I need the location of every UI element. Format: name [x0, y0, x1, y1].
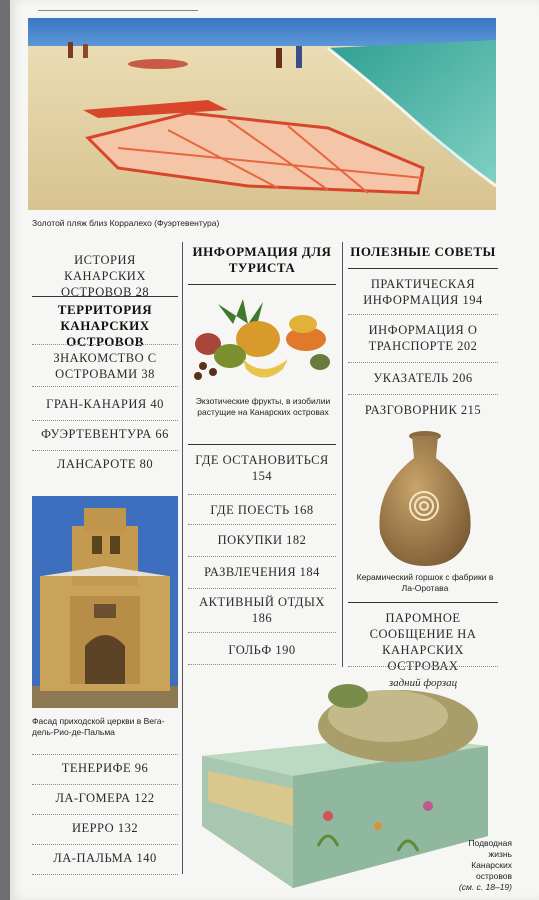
right-column	[348, 240, 498, 689]
fruits-photo	[188, 294, 336, 386]
section-title-tourist-info[interactable]: ИНФОРМАЦИЯ ДЛЯ ТУРИСТА	[192, 244, 332, 275]
toc-entry-where-to-eat[interactable]: ГДЕ ПОЕСТЬ 168	[210, 503, 314, 517]
pot-photo	[370, 428, 480, 568]
rule	[348, 314, 498, 315]
toc-entry-transport-info[interactable]: ИНФОРМАЦИЯ О ТРАНСПОРТЕ 202	[368, 323, 478, 353]
section-title-territory[interactable]: ТЕРРИТОРИЯ КАНАРСКИХ ОСТРОВОВ	[57, 302, 153, 349]
page-number: 28	[135, 285, 150, 299]
beach-photo	[28, 18, 496, 210]
page-number: 194	[462, 293, 483, 307]
page-number: 154	[251, 469, 273, 483]
page-number: 186	[251, 611, 273, 625]
rule	[32, 344, 178, 345]
page-number: 168	[293, 503, 314, 517]
rule	[188, 664, 336, 665]
section-rule	[32, 296, 178, 297]
section-rule	[188, 284, 336, 285]
rule	[32, 844, 178, 845]
pot-caption: Керамический горшок с фабрики в Ла-Оротава	[356, 572, 494, 593]
section-rule	[348, 268, 498, 269]
page-number: 66	[155, 427, 169, 441]
rule	[188, 588, 336, 589]
pot-illustration	[370, 428, 480, 568]
rule	[188, 632, 336, 633]
church-illustration	[32, 496, 178, 708]
underwater-caption: Подводная жизнь Канарских островов (см. с. 18–19)	[458, 838, 512, 892]
page-number: 202	[457, 339, 478, 353]
rule	[32, 420, 178, 421]
page-number: 80	[139, 457, 154, 471]
toc-entry-la-gomera[interactable]: ЛА-ГОМЕРА 122	[55, 791, 155, 805]
rule	[32, 386, 178, 387]
rule	[348, 394, 498, 395]
rule	[348, 666, 498, 667]
top-rule	[38, 10, 198, 11]
toc-entry-index[interactable]: УКАЗАТЕЛЬ 206	[373, 371, 473, 385]
church-photo	[32, 496, 178, 708]
rule	[348, 362, 498, 363]
rule	[32, 754, 178, 755]
page-number: 40	[150, 397, 164, 411]
page-number: 122	[134, 791, 155, 805]
page-number: 190	[275, 643, 296, 657]
section-title-useful-tips[interactable]: ПОЛЕЗНЫЕ СОВЕТЫ	[350, 244, 496, 259]
divider-left	[182, 242, 183, 874]
page-number: 184	[299, 565, 320, 579]
page-number: 38	[141, 367, 155, 381]
rule	[32, 814, 178, 815]
toc-entry-tenerife[interactable]: ТЕНЕРИФЕ 96	[61, 761, 149, 775]
beach-illustration	[28, 18, 496, 210]
toc-entry-ferry[interactable]: ПАРОМНОЕ СООБЩЕНИЕ НА КАНАРСКИХ ОСТРОВАХ задний форзац	[369, 611, 477, 689]
toc-entry-la-palma[interactable]: ЛА-ПАЛЬМА 140	[53, 851, 157, 865]
toc-entry-phrasebook[interactable]: РАЗГОВОРНИК 215	[364, 403, 482, 417]
toc-entry-golf[interactable]: ГОЛЬФ 190	[228, 643, 296, 657]
section-rule	[188, 444, 336, 445]
beach-caption: Золотой пляж близ Корралехо (Фуэртевентура)	[32, 218, 220, 228]
section-rule	[348, 602, 498, 603]
church-caption: Фасад приходской церкви в Вега-дель-Рио-де-Пальма	[32, 716, 165, 737]
left-column	[32, 240, 178, 880]
page-number: 215	[460, 403, 482, 417]
toc-entry-shopping[interactable]: ПОКУПКИ 182	[217, 533, 307, 547]
page-number: 140	[136, 851, 157, 865]
page-number: 132	[117, 821, 139, 835]
rule	[188, 494, 336, 495]
rule	[32, 450, 178, 451]
toc-entry-active-rest[interactable]: АКТИВНЫЙ ОТДЫХ 186	[199, 595, 325, 625]
toc-entry-hierro[interactable]: ИЕРРО 132	[71, 821, 139, 835]
ferry-page-ref: задний форзац	[388, 677, 458, 689]
toc-entry-where-to-stay[interactable]: ГДЕ ОСТАНОВИТЬСЯ 154	[195, 453, 329, 483]
page-number: 96	[134, 761, 149, 775]
divider-right	[342, 242, 343, 667]
toc-entry-intro[interactable]: ЗНАКОМСТВО С ОСТРОВАМИ 38	[53, 351, 157, 381]
rule	[32, 784, 178, 785]
toc-entry-entertainment[interactable]: РАЗВЛЕЧЕНИЯ 184	[204, 565, 320, 579]
page-number: 182	[286, 533, 307, 547]
middle-column	[188, 240, 336, 670]
toc-entry-lanzarote[interactable]: ЛАНСАРОТЕ 80	[56, 457, 154, 471]
book-page	[10, 0, 539, 900]
toc-entry-gran-canaria[interactable]: ГРАН-КАНАРИЯ 40	[46, 397, 164, 411]
page-number: 206	[452, 371, 473, 385]
rule	[188, 524, 336, 525]
underwater-page-ref: (см. с. 18–19)	[458, 882, 512, 892]
toc-entry-fuerteventura[interactable]: ФУЭРТЕВЕНТУРА 66	[41, 427, 169, 441]
toc-entry-practical-info[interactable]: ПРАКТИЧЕСКАЯ ИНФОРМАЦИЯ 194	[363, 277, 483, 307]
fruits-illustration	[188, 294, 336, 386]
rule	[188, 556, 336, 557]
fruits-caption: Экзотические фрукты, в изобилии растущие на Канарских островах	[195, 396, 331, 417]
rule	[32, 874, 178, 875]
toc-entry-history[interactable]: ИСТОРИЯ КАНАРСКИХ ОСТРОВОВ 28	[60, 253, 150, 299]
